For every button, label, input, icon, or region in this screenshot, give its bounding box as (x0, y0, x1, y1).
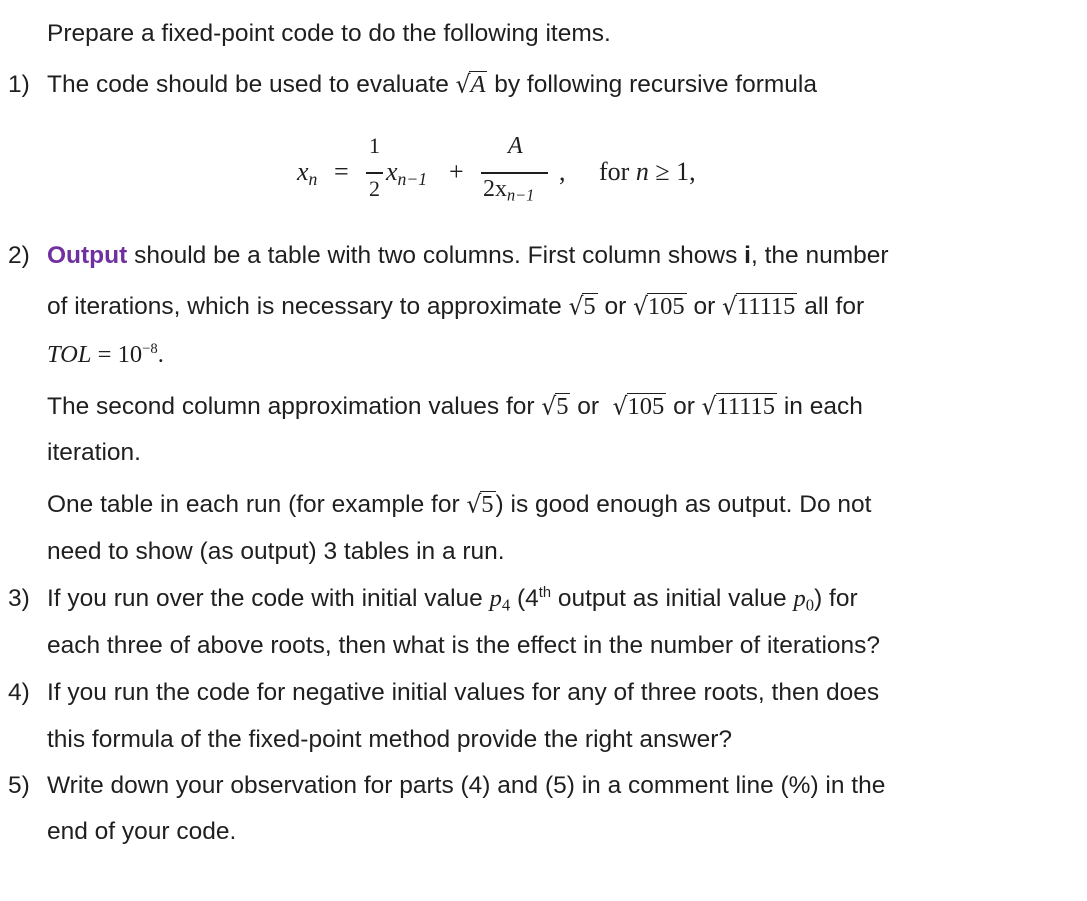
sqrt-105: √105 (633, 292, 685, 321)
item-4-number: 4) (8, 679, 30, 706)
item-1-number: 1) (8, 71, 30, 98)
item-4-line-1: If you run the code for negative initial values for any of three roots, then does (47, 679, 880, 706)
sqrt-5: √5 (541, 392, 569, 421)
item-2-number: 2) (8, 242, 30, 269)
item-1-text (47, 70, 817, 100)
bold-i: i (744, 242, 751, 269)
intro-text: Prepare a fixed-point code to do the following items. (47, 20, 611, 47)
item-3-line-1: If you run over the code with initial value $p_4$ (4th output as initial value $p_0$) for (47, 584, 858, 615)
output-keyword: Output (47, 242, 128, 269)
formula-half-den: 2 (369, 176, 380, 201)
sqrt-a: √A (455, 70, 486, 99)
one-table-line: One table in each run (for example for √5) is good enough as output. Do not (47, 490, 872, 519)
formula-plus: + (449, 157, 464, 186)
sqrt-5: √5 (568, 292, 596, 321)
item-5-number: 5) (8, 772, 30, 799)
formula-condition: for n ≥ 1, (599, 157, 696, 186)
item-1-text-before: The code should be used to evaluate (47, 71, 449, 98)
formula-frac-num: A (508, 133, 523, 159)
item-3-line-2: each three of above roots, then what is the effect in the number of iterations? (47, 632, 881, 659)
tol-line: TOL = $10^{-8}$. (47, 340, 164, 368)
sqrt-11115: √11115 (701, 392, 776, 421)
item-3-number: 3) (8, 585, 30, 612)
item-1-text-after: by following recursive formula (494, 71, 817, 98)
item-2-line-1: Output should be a table with two columns. First column shows i, the number (47, 242, 889, 269)
formula-comma: , (559, 157, 566, 186)
second-column-line: The second column approximation values for √5 or √105 or √11115 in each (47, 392, 863, 421)
tol-label: TOL (47, 341, 92, 368)
formula-frac-den: $2x_{n-1}$ (483, 176, 535, 205)
item-4-line-2: this formula of the fixed-point method provide the right answer? (47, 726, 733, 753)
need-show-line: need to show (as output) 3 tables in a run. (47, 538, 505, 565)
sqrt-11115: √11115 (722, 292, 796, 321)
formula-lhs: $x_n$ (297, 157, 318, 189)
p4-symbol: $p_4$ (489, 585, 511, 615)
iteration-line: iteration. (47, 439, 141, 466)
item-5-line-2: end of your code. (47, 818, 237, 845)
item-5-line-1: Write down your observation for parts (4) and (5) in a comment line (%) in the (47, 772, 886, 799)
formula-frac-bar (481, 172, 548, 174)
sqrt-5: √5 (466, 490, 494, 519)
formula-equals: = (334, 157, 349, 186)
formula-x-prev: $x_{n-1}$ (386, 157, 428, 189)
formula-half-bar (366, 172, 383, 174)
item-2-line-2: of iterations, which is necessary to approximate √5 or √105 or √11115 all for (47, 292, 865, 321)
p0-symbol: $p_0$ (793, 585, 815, 615)
formula-half-num: 1 (369, 133, 380, 158)
sqrt-105: √105 (612, 392, 665, 421)
